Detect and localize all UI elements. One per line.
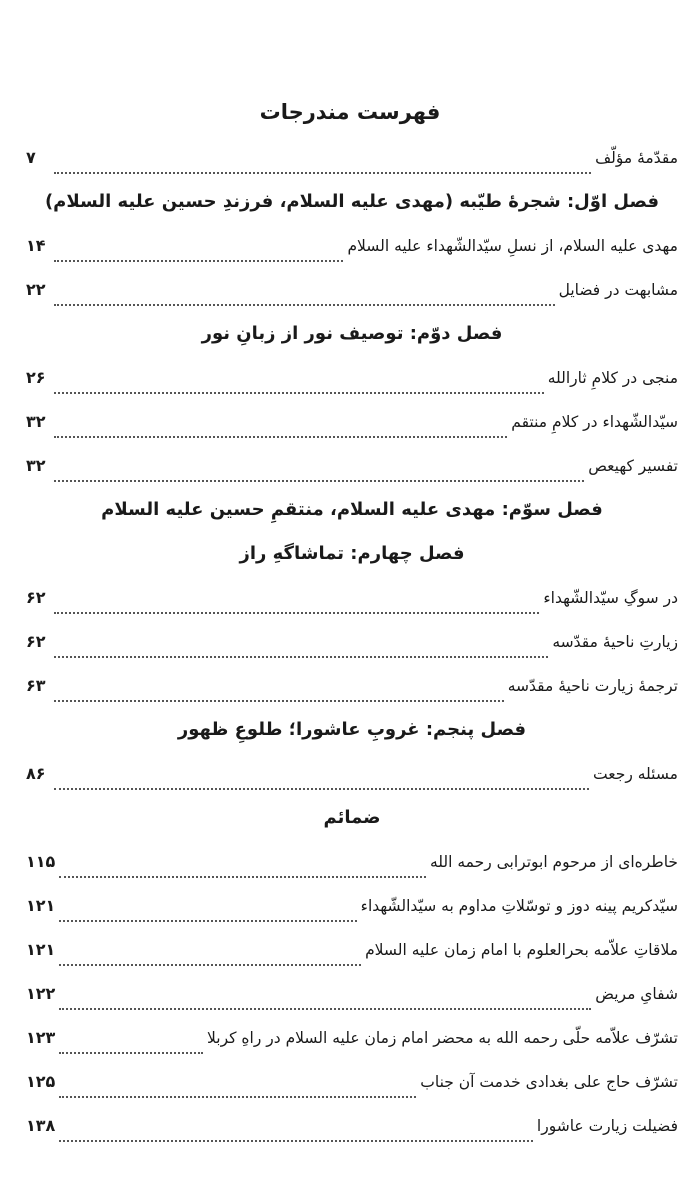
toc-page-number: ۶۲ <box>26 632 46 651</box>
toc-page-number: ۱۲۳ <box>26 1028 56 1047</box>
toc-page-number: ۱۳۸ <box>26 1116 56 1135</box>
toc-entry <box>26 138 678 182</box>
toc-entry <box>26 622 678 666</box>
dot-leader <box>59 1044 203 1054</box>
toc-entry <box>26 886 678 930</box>
toc-entry-label: منجی در کلامِ ثارالله <box>547 369 678 387</box>
dot-leader <box>54 648 548 658</box>
toc-page-number: ۸۶ <box>26 764 46 783</box>
toc-page-number: ۲۲ <box>26 280 46 299</box>
toc-page-number: ۶۳ <box>26 676 46 695</box>
toc-entry <box>26 666 678 710</box>
toc-list <box>26 138 678 1150</box>
toc-entry-label: تفسیر کهیعص <box>588 457 678 475</box>
toc-entry-label: شفایِ مریض <box>595 985 678 1003</box>
chapter-heading: فصل سوّم: مهدی علیه السلام، منتقمِ حسین علیه السلام <box>101 499 603 520</box>
dot-leader <box>54 692 504 702</box>
dot-leader <box>59 1000 591 1010</box>
dot-leader <box>59 1132 533 1142</box>
dot-leader <box>54 296 555 306</box>
dot-leader <box>54 604 539 614</box>
toc-entry-label: ترجمهٔ زیارت ناحیهٔ مقدّسه <box>507 677 678 695</box>
toc-page-number: ۱۲۱ <box>26 940 56 959</box>
toc-entry <box>26 930 678 974</box>
dot-leader <box>59 868 426 878</box>
toc-entry-label: در سوگِ سیّدالشّهداء <box>543 589 678 607</box>
toc-entry <box>26 1062 678 1106</box>
page-title: فهرست مندرجات <box>259 100 441 124</box>
dot-leader <box>59 956 361 966</box>
dot-leader <box>59 1088 416 1098</box>
chapter-heading: فصل اوّل: شجرهٔ طیّبه (مهدی علیه السلام، فرزندِ حسین علیه السلام) <box>44 191 660 212</box>
toc-entry <box>26 1018 678 1062</box>
toc-entry <box>26 842 678 886</box>
dot-leader <box>54 164 591 174</box>
toc-entry-label: ملاقاتِ علاّمه بحرالعلوم با امام زمان علیه السلام <box>365 941 678 959</box>
toc-entry <box>26 578 678 622</box>
toc-page-number: ۶۲ <box>26 588 46 607</box>
chapter-heading: فصل چهارم: تماشاگهِ راز <box>239 543 465 564</box>
toc-page-number: ۷ <box>26 148 36 167</box>
toc-entry <box>26 270 678 314</box>
toc-entry-label: سیّدکریم پینه دوز و توسّلاتِ مداوم به سیّدالشّهداء <box>360 897 678 915</box>
toc-page-number: ۳۲ <box>26 456 46 475</box>
toc-entry <box>26 402 678 446</box>
chapter-heading: فصل دوّم: توصیف نور از زبانِ نور <box>201 323 503 344</box>
dot-leader <box>54 252 343 262</box>
dot-leader <box>59 912 356 922</box>
dot-leader <box>54 780 589 790</box>
toc-page-number: ۲۶ <box>26 368 46 387</box>
toc-entry <box>26 226 678 270</box>
toc-entry <box>26 358 678 402</box>
toc-page-number: ۳۲ <box>26 412 46 431</box>
dot-leader <box>54 428 507 438</box>
chapter-heading: ضمائم <box>323 807 381 828</box>
toc-entry <box>26 1106 678 1150</box>
toc-page-number: ۱۴ <box>26 236 46 255</box>
toc-entry-label: تشرّف حاج علی بغدادی خدمت آن جناب <box>420 1073 678 1091</box>
toc-page-number: ۱۲۵ <box>26 1072 56 1091</box>
toc-entry-label: سیّدالشّهداء در کلامِ منتقم <box>511 413 678 431</box>
dot-leader <box>54 384 544 394</box>
toc-entry-label: مقدّمهٔ مؤلّف <box>595 149 678 167</box>
toc-entry-label: مسئله رجعت <box>593 765 678 783</box>
toc-entry-label: خاطره‌ای از مرحوم ابوترابی رحمه الله <box>429 853 678 871</box>
toc-entry-label: زیارتِ ناحیهٔ مقدّسه <box>552 633 678 651</box>
chapter-heading: فصل پنجم: غروبِ عاشورا؛ طلوعِ ظهور <box>177 719 527 740</box>
toc-entry <box>26 446 678 490</box>
toc-entry-label: مشابهت در فضایل <box>558 281 678 299</box>
toc-entry-label: فضیلت زیارت عاشورا <box>536 1117 678 1135</box>
toc-page-number: ۱۲۱ <box>26 896 56 915</box>
toc-page-number: ۱۲۲ <box>26 984 56 1003</box>
toc-page-number: ۱۱۵ <box>26 852 56 871</box>
toc-entry <box>26 974 678 1018</box>
toc-entry <box>26 754 678 798</box>
toc-entry-label: مهدی علیه السلام، از نسلِ سیّدالشّهداء علیه السلام <box>347 237 678 255</box>
toc-entry-label: تشرّف علاّمه حلّی رحمه الله به محضر امام زمان علیه السلام در راهِ کربلا <box>207 1029 678 1047</box>
dot-leader <box>54 472 584 482</box>
